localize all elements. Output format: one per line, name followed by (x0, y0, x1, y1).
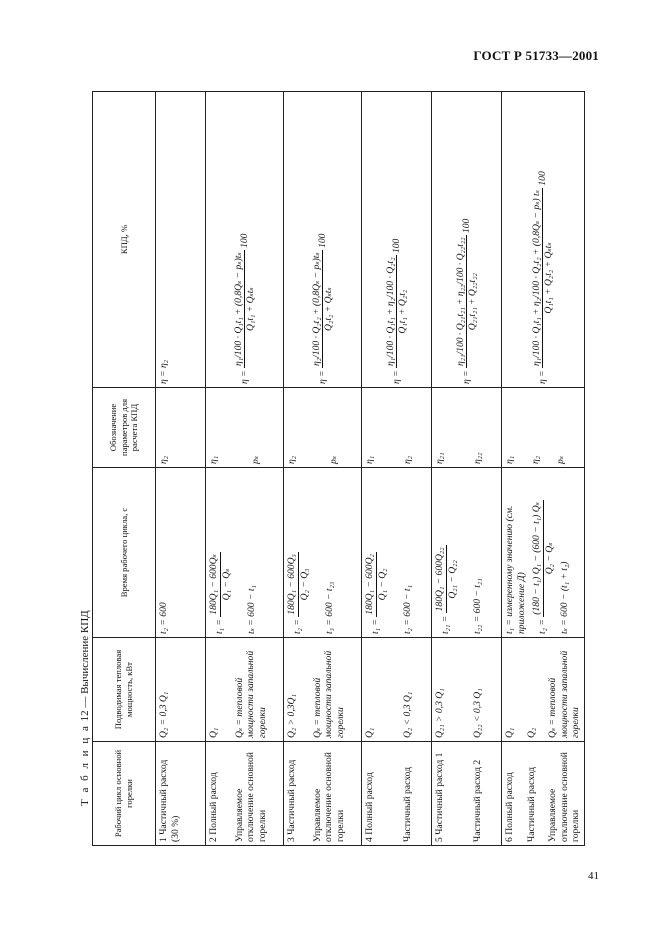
table-row (156, 92, 206, 846)
header-cycle: Рабочий цикл основной горелки (93, 742, 156, 846)
cell-efficiency (362, 92, 432, 388)
cycle-line: Управляемое отключение основной горелки (311, 752, 346, 842)
power-line: Q₂ < 0,3 Q₁ (401, 691, 413, 738)
time-line: tₛ = 600 − (t₁ + t₂) (559, 561, 570, 634)
param-line: pₛ (555, 455, 566, 464)
cell-cycle (362, 742, 432, 846)
cell-cycle (502, 742, 585, 846)
cell-power (362, 638, 432, 742)
efficiency-denominator: Q₂₁t₂₁ + Q₂₂t₂₂ (467, 273, 478, 331)
cell-efficiency: η = η₂ (156, 92, 206, 388)
cycle-line: Управляемое отключение основной горелки (233, 752, 268, 842)
cell-efficiency (502, 92, 585, 388)
cell-time (284, 468, 362, 638)
efficiency-denominator: Q₂t₂ + Qₛtₛ (323, 287, 334, 331)
param-line: η₁ (364, 455, 375, 464)
efficiency-multiplier: 100 (316, 233, 328, 248)
cell-param (432, 388, 502, 468)
power-line: Q₂₁ > 0,3 Q₁ (434, 688, 445, 738)
time-numerator: 180Q₁ − 600Q₃ (286, 554, 297, 615)
efficiency-denominator: Q₁t₁ + Q₂t₂ (397, 289, 408, 334)
cell-time (502, 468, 585, 638)
efficiency-numerator: η₁/100 · Q₁t₁ + η₂/100 · Q₂t₂ + (0,8Qₛ − pₛ) tₛ (530, 190, 542, 366)
efficiency-multiplier: 100 (238, 233, 250, 248)
time-formula-lhs: t₁ = (214, 619, 226, 634)
efficiency-numerator: η₁/100 · Q₁t₁ + (0,8Qₛ − pₛ)tₛ (232, 252, 244, 366)
time-fraction (286, 552, 310, 617)
cell-power (206, 638, 284, 742)
power-line: Q₂ (525, 727, 537, 738)
cell-param (284, 388, 362, 468)
efficiency-fraction (531, 188, 555, 368)
header-time: Время рабочего цикла, с (93, 468, 156, 638)
efficiency-fraction (455, 235, 479, 368)
efficiency-denominator: Q₁t₁ + Q₂t₂ + Qₛtₛ (543, 242, 555, 314)
time-fraction (364, 552, 388, 617)
cycle-line: Частичный расход (525, 766, 537, 842)
cycle-line: 4 Полный расход (364, 772, 375, 842)
efficiency-numerator: η₂/100 · Q₂t₂ + (0,8Qₛ − pₛ)tₛ (310, 252, 322, 366)
efficiency-numerator: η₁/100 · Q₁t₁ + η₂/100 · Q₂t₂ (384, 257, 396, 366)
time-denominator: Q₁ − Qₛ (220, 568, 232, 601)
cycle-line: 5 Частичный расход 1 (434, 752, 445, 842)
power-line: Q₂₂ < 0,3 Q₁ (471, 688, 483, 738)
efficiency-lhs: η = (238, 370, 250, 384)
power-line: Q₁ (208, 727, 219, 738)
cell-time: t₂ = 600 (156, 468, 206, 638)
efficiency-fraction (385, 255, 409, 368)
cycle-line: 6 Полный расход (504, 772, 515, 842)
time-formula-lhs: t₂ = (292, 619, 304, 634)
efficiency-lhs: η = (390, 370, 402, 384)
time-formula (208, 471, 232, 634)
cell-cycle (432, 742, 502, 846)
cell-cycle: 1 Частичный расход (30 %) (156, 742, 206, 846)
table-row (206, 92, 284, 846)
efficiency-lhs: η = (316, 370, 328, 384)
time-line: t₃ = 600 − t₂₃ (324, 581, 335, 634)
document-header: ГОСТ Р 51733—2001 (473, 48, 599, 63)
table-row (432, 92, 502, 846)
efficiency-numerator: η₂₁/100 · Q₂₁t₂₁ + η₂₂/100 · Q₂₂t₂₂ (454, 237, 466, 366)
time-numerator: 180Q₁ − 600Q₂ (364, 554, 375, 615)
cycle-line: Управляемое отключение основной горелки (547, 752, 581, 842)
header-efficiency: КПД, % (93, 92, 156, 388)
time-numerator: (180 − t₁) Q₁ − (600 − t₁) Qₛ (531, 502, 542, 615)
table-caption-label: Т а б л и ц а (79, 724, 91, 806)
time-formula (531, 471, 555, 634)
cell-time (362, 468, 432, 638)
table-row (362, 92, 432, 846)
cycle-line: Частичный расход 2 (471, 759, 483, 842)
page-number: 41 (588, 870, 599, 882)
power-line: Q₂ > 0,3Q₁ (286, 694, 297, 738)
time-numerator: 180Q₁ − 600Q₂₂ (434, 547, 445, 612)
cell-param (502, 388, 585, 468)
time-fraction (531, 500, 555, 617)
time-line: t₁ = измеренному значению (см. приложение Д) (504, 505, 527, 634)
time-formula (434, 471, 458, 634)
efficiency-fraction (233, 250, 257, 368)
cell-param (362, 388, 432, 468)
cell-cycle (206, 742, 284, 846)
cycle-line: 3 Частичный расход (286, 759, 297, 842)
param-line: pₛ (327, 455, 339, 464)
time-fraction (434, 545, 458, 613)
efficiency-table (92, 91, 585, 846)
power-line: Qₛ = тепловой мощности запальной горелки (311, 650, 346, 738)
cell-time (432, 468, 502, 638)
time-denominator: Q₂₁ − Q₂₂ (446, 560, 458, 599)
table-row (502, 92, 585, 846)
param-line: η₂ (401, 455, 413, 464)
cell-efficiency (432, 92, 502, 388)
param-line: η₂ (529, 455, 541, 464)
cycle-line: 2 Полный расход (208, 772, 219, 842)
param-line: η₂₂ (471, 452, 483, 464)
time-line: tₛ = 600 − t₁ (246, 585, 257, 634)
table-caption (79, 610, 91, 806)
cell-power (432, 638, 502, 742)
time-line: t₂ = 600 − t₁ (402, 585, 413, 634)
power-line: Qₛ = тепловой мощности запальной горелки (233, 650, 268, 738)
cell-param: η₂ (156, 388, 206, 468)
cell-power (284, 638, 362, 742)
power-line: Q₁ (364, 727, 375, 738)
cell-efficiency (206, 92, 284, 388)
cycle-line: Частичный расход (401, 766, 413, 842)
time-formula (364, 471, 388, 634)
efficiency-denominator: Q₁t₁ + Qₛtₛ (245, 287, 256, 331)
time-denominator: Q₂ − Q₃ (298, 568, 310, 601)
cell-cycle (284, 742, 362, 846)
cell-power (502, 638, 585, 742)
time-formula (286, 471, 310, 634)
time-numerator: 180Q₁ − 600Qₛ (208, 554, 219, 615)
efficiency-multiplier: 100 (536, 171, 548, 186)
time-denominator: Q₂ − Qₛ (543, 542, 555, 575)
param-line: η₁ (208, 455, 219, 464)
time-denominator: Q₁ − Q₂ (376, 568, 388, 601)
time-formula-lhs: t₂₁ = (440, 615, 452, 634)
table-caption-text: 12 — Вычисление КПД (79, 610, 91, 722)
efficiency-fraction (311, 250, 335, 368)
param-line: η₂ (286, 455, 297, 464)
power-line: Qₛ = тепловой мощности запальной горелки (547, 650, 581, 738)
efficiency-multiplier: 100 (390, 238, 402, 254)
efficiency-table-container (92, 92, 581, 846)
efficiency-multiplier: 100 (460, 218, 472, 234)
table-row (284, 92, 362, 846)
time-fraction (208, 552, 232, 616)
time-formula-lhs: t₂ = (537, 619, 549, 634)
header-params: Обозначение параметров для расчета КПД (93, 388, 156, 468)
param-line: pₛ (249, 455, 261, 464)
time-formula-lhs: t₁ = (370, 619, 382, 634)
cell-param (206, 388, 284, 468)
power-line: Q₁ (504, 727, 515, 738)
cell-efficiency (284, 92, 362, 388)
time-line: t₂₂ = 600 − t₂₁ (472, 578, 483, 634)
header-power: Подводимая тепловая мощность, кВт (93, 638, 156, 742)
table-header-row (93, 92, 156, 846)
efficiency-lhs: η = (536, 370, 548, 384)
param-line: η₂₁ (434, 452, 445, 464)
efficiency-lhs: η = (460, 370, 472, 384)
param-line: η₁ (504, 455, 515, 464)
cell-time (206, 468, 284, 638)
cell-power: Q₂ = 0,3 Q₁ (156, 638, 206, 742)
